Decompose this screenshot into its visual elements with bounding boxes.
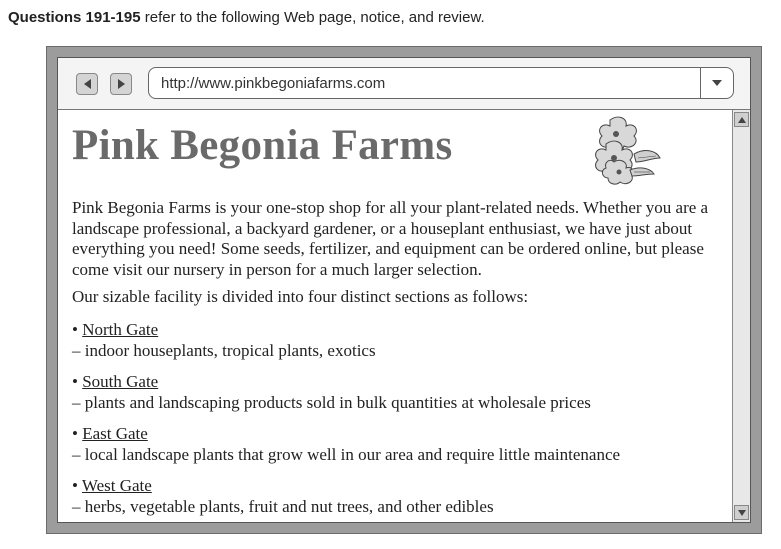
chevron-down-icon — [712, 80, 722, 86]
section-north-gate — [72, 320, 376, 361]
bullet: • — [72, 320, 78, 339]
section-east-gate — [72, 424, 620, 465]
url-text[interactable]: http://www.pinkbegoniafarms.com — [161, 75, 386, 92]
section-heading — [72, 320, 376, 341]
section-south-gate — [72, 372, 591, 413]
section-description: – local landscape plants that grow well in our area and require little maintenance — [72, 444, 621, 464]
bullet: • — [72, 372, 78, 391]
link-west-gate[interactable]: West Gate — [81, 476, 152, 495]
question-text: refer to the following Web page, notice, and review. — [144, 9, 485, 26]
address-bar[interactable] — [148, 67, 734, 99]
address-dropdown-button[interactable] — [700, 68, 733, 98]
section-description: – plants and landscaping products sold in bulk quantities at wholesale prices — [72, 392, 591, 412]
section-west-gate — [72, 476, 494, 517]
section-heading — [72, 476, 494, 497]
link-north-gate[interactable]: North Gate — [82, 320, 159, 339]
facility-paragraph: Our sizable facility is divided into four distinct sections as follows: — [72, 287, 529, 306]
scroll-down-button[interactable] — [734, 505, 749, 520]
link-south-gate[interactable]: South Gate — [82, 372, 159, 391]
question-heading — [8, 9, 485, 26]
section-heading — [72, 424, 620, 445]
forward-button[interactable] — [110, 73, 132, 95]
page-content — [58, 110, 732, 522]
back-arrow-icon — [84, 79, 91, 89]
vertical-scrollbar[interactable] — [732, 110, 750, 522]
begonia-flower-icon — [588, 114, 668, 186]
section-description: – indoor houseplants, tropical plants, exotics — [72, 340, 376, 360]
bullet: • — [72, 424, 78, 443]
question-number: Questions 191-195 — [8, 9, 141, 26]
browser-window — [57, 57, 751, 523]
forward-arrow-icon — [118, 79, 125, 89]
section-heading — [72, 372, 591, 393]
section-description: – herbs, vegetable plants, fruit and nut trees, and other edibles — [72, 496, 494, 516]
back-button[interactable] — [76, 73, 98, 95]
chevron-up-icon — [738, 117, 746, 123]
browser-frame — [46, 46, 762, 534]
bullet: • — [72, 476, 78, 495]
link-east-gate[interactable]: East Gate — [82, 424, 148, 443]
chevron-down-icon — [738, 510, 746, 516]
intro-paragraph: Pink Begonia Farms is your one-stop shop for all your plant-related needs. Whether you are a landscape professional, a backyard gardener, or a houseplant enthusiast, we have just about everything you need! Some seeds, fertilizer, and equipment can be ordered online, but please come visit our nursery in person for a much larger selection. — [72, 198, 709, 279]
browser-toolbar — [58, 58, 750, 110]
scroll-up-button[interactable] — [734, 112, 749, 127]
page-title: Pink Begonia Farms — [72, 122, 453, 169]
